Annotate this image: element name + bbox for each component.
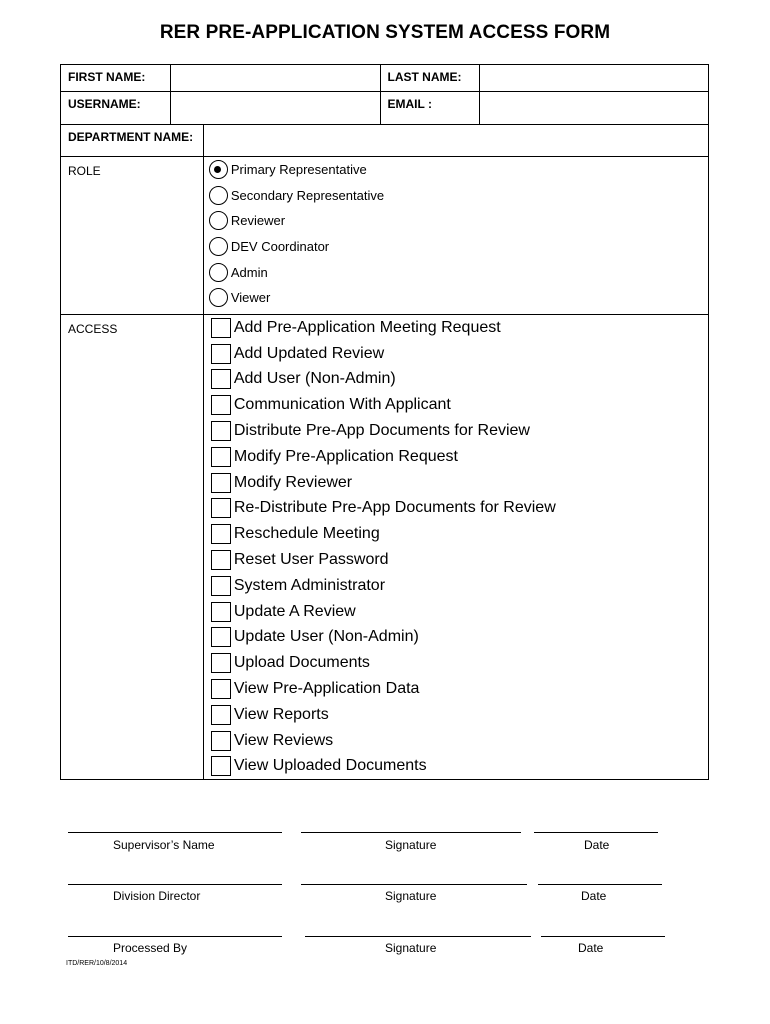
- role-option[interactable]: [204, 183, 708, 209]
- supervisor-name-line[interactable]: [68, 832, 282, 833]
- radio-button[interactable]: [209, 288, 228, 307]
- last-name-label: LAST NAME:: [380, 65, 480, 92]
- access-option-label: Update A Review: [233, 602, 356, 620]
- access-option[interactable]: [204, 496, 708, 522]
- role-option-label: DEV Coordinator: [230, 239, 330, 255]
- division-signature-line[interactable]: [301, 884, 527, 885]
- access-options: [203, 315, 708, 780]
- role-option[interactable]: [204, 208, 708, 234]
- access-option[interactable]: [204, 676, 708, 702]
- role-option[interactable]: [204, 285, 708, 311]
- role-option-label: Secondary Representative: [230, 187, 385, 203]
- checkbox[interactable]: [211, 369, 231, 389]
- access-option-label: Update User (Non-Admin): [233, 628, 419, 646]
- access-option[interactable]: [204, 470, 708, 496]
- checkbox[interactable]: [211, 679, 231, 699]
- access-option-label: View Pre-Application Data: [233, 680, 420, 698]
- last-name-field[interactable]: [480, 65, 709, 92]
- checkbox[interactable]: [211, 731, 231, 751]
- access-option[interactable]: [204, 702, 708, 728]
- email-label: EMAIL :: [380, 92, 480, 125]
- access-option[interactable]: [204, 367, 708, 393]
- access-option-label: View Uploaded Documents: [233, 757, 427, 775]
- access-option[interactable]: [204, 754, 708, 780]
- access-option[interactable]: [204, 728, 708, 754]
- access-option-label: View Reviews: [233, 731, 334, 749]
- processed-signature-line[interactable]: [305, 936, 531, 937]
- access-option-label: Distribute Pre-App Documents for Review: [233, 422, 530, 440]
- role-option[interactable]: [204, 157, 708, 183]
- supervisor-name-caption: Supervisor’s Name: [113, 838, 215, 852]
- checkbox[interactable]: [211, 627, 231, 647]
- access-option[interactable]: [204, 650, 708, 676]
- access-option[interactable]: [204, 547, 708, 573]
- checkbox[interactable]: [211, 524, 231, 544]
- access-option[interactable]: [204, 341, 708, 367]
- checkbox[interactable]: [211, 576, 231, 596]
- access-option-label: Add Updated Review: [233, 344, 385, 362]
- checkbox[interactable]: [211, 498, 231, 518]
- first-name-label: FIRST NAME:: [61, 65, 171, 92]
- checkbox[interactable]: [211, 421, 231, 441]
- division-date-line[interactable]: [538, 884, 662, 885]
- access-option[interactable]: [204, 573, 708, 599]
- access-option[interactable]: [204, 315, 708, 341]
- access-option-label: Add Pre-Application Meeting Request: [233, 318, 501, 336]
- checkbox[interactable]: [211, 705, 231, 725]
- radio-button[interactable]: [209, 237, 228, 256]
- radio-button[interactable]: [209, 160, 228, 179]
- role-options: [203, 157, 708, 315]
- access-option[interactable]: [204, 521, 708, 547]
- processed-by-caption: Processed By: [113, 941, 188, 955]
- checkbox[interactable]: [211, 344, 231, 364]
- supervisor-date-line[interactable]: [534, 832, 658, 833]
- username-field[interactable]: [170, 92, 380, 125]
- access-option-label: View Reports: [233, 705, 329, 723]
- checkbox[interactable]: [211, 550, 231, 570]
- access-option-label: Reschedule Meeting: [233, 525, 380, 543]
- access-option-label: Modify Reviewer: [233, 473, 353, 491]
- checkbox[interactable]: [211, 473, 231, 493]
- processed-by-line[interactable]: [68, 936, 282, 937]
- checkbox[interactable]: [211, 395, 231, 415]
- radio-button[interactable]: [209, 186, 228, 205]
- role-label: ROLE: [61, 157, 204, 315]
- access-option-label: Modify Pre-Application Request: [233, 447, 458, 465]
- access-option[interactable]: [204, 392, 708, 418]
- email-field[interactable]: [480, 92, 709, 125]
- access-form-table: [60, 64, 709, 780]
- radio-button[interactable]: [209, 211, 228, 230]
- signature-caption-3: Signature: [385, 941, 437, 955]
- radio-button[interactable]: [209, 263, 228, 282]
- first-name-field[interactable]: [170, 65, 380, 92]
- access-option[interactable]: [204, 418, 708, 444]
- date-caption-2: Date: [581, 889, 607, 903]
- checkbox[interactable]: [211, 653, 231, 673]
- role-option-label: Primary Representative: [230, 162, 367, 178]
- division-director-caption: Division Director: [113, 889, 201, 903]
- role-option[interactable]: [204, 234, 708, 260]
- role-option-label: Reviewer: [230, 213, 286, 229]
- access-option-label: Communication With Applicant: [233, 396, 451, 414]
- checkbox[interactable]: [211, 756, 231, 776]
- access-option-label: Reset User Password: [233, 551, 389, 569]
- role-option-label: Admin: [230, 264, 268, 280]
- username-label: USERNAME:: [61, 92, 171, 125]
- date-caption-3: Date: [578, 941, 604, 955]
- department-label: DEPARTMENT NAME:: [61, 125, 204, 157]
- form-title: RER PRE-APPLICATION SYSTEM ACCESS FORM: [159, 22, 611, 43]
- checkbox[interactable]: [211, 318, 231, 338]
- checkbox[interactable]: [211, 602, 231, 622]
- signature-caption-1: Signature: [385, 838, 437, 852]
- division-director-line[interactable]: [68, 884, 282, 885]
- access-label: ACCESS: [61, 315, 204, 780]
- access-checkbox-group: [204, 315, 708, 779]
- access-option-label: Upload Documents: [233, 654, 370, 672]
- access-option[interactable]: [204, 625, 708, 651]
- supervisor-signature-line[interactable]: [301, 832, 521, 833]
- date-caption-1: Date: [584, 838, 610, 852]
- checkbox[interactable]: [211, 447, 231, 467]
- processed-date-line[interactable]: [541, 936, 665, 937]
- access-option[interactable]: [204, 599, 708, 625]
- signature-caption-2: Signature: [385, 889, 437, 903]
- access-option[interactable]: [204, 444, 708, 470]
- form-revision-code: ITD/RER/10/8/2014: [66, 960, 128, 967]
- access-option-label: System Administrator: [233, 576, 386, 594]
- role-option[interactable]: [204, 259, 708, 285]
- department-field[interactable]: [203, 125, 708, 157]
- role-radio-group: [204, 157, 708, 311]
- role-option-label: Viewer: [230, 290, 271, 306]
- access-option-label: Re-Distribute Pre-App Documents for Review: [233, 499, 556, 517]
- access-option-label: Add User (Non-Admin): [233, 370, 396, 388]
